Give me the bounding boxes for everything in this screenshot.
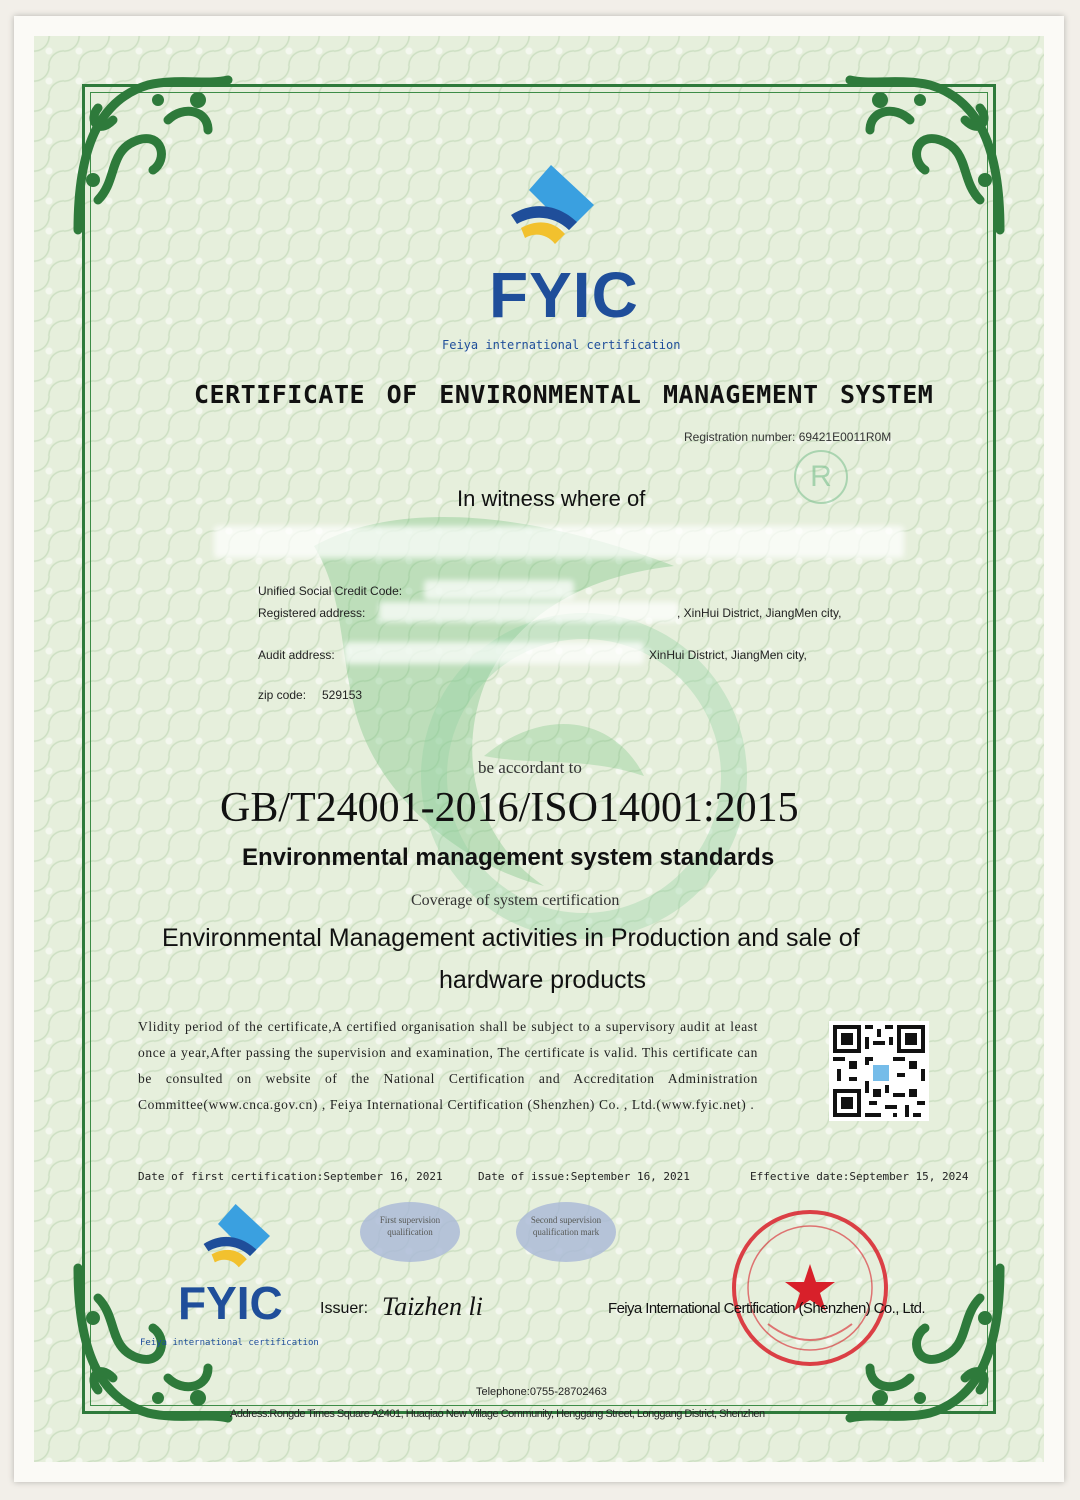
audit-address-suffix: XinHui District, JiangMen city,: [649, 648, 807, 662]
standard-name: Environmental management system standards: [242, 844, 775, 871]
first-supervision-mark: [360, 1202, 460, 1262]
corner-ornament-top-right: [830, 60, 1020, 250]
fyic-logo-mark: [499, 160, 599, 260]
validity-paragraph: Vlidity period of the certificate,A certified organisation shall be subject to a supervisory audit at least once a year,After passing the supervision and examination, The certificate is valid. This certificate can be consulted on website of the National Certification and Accreditation Administration Committee(www.cnca.gov.cn) , Feiya International Certification (Shenzhen) Co. , Ltd.(www.fyic.net) .: [138, 1019, 758, 1112]
coverage-line-1: Environmental Management activities in Production and sale of: [162, 924, 860, 952]
zip-value: 529153: [322, 688, 363, 702]
standard-code: GB/T24001-2016/ISO14001:2015: [220, 785, 799, 831]
witness-text: In witness where of: [457, 486, 646, 511]
logo-brand-small: FYIC: [178, 1277, 283, 1329]
registered-address-label: Registered address:: [258, 606, 366, 620]
second-supervision-mark: [516, 1202, 616, 1262]
effective-date: Effective date:September 15, 2024: [750, 1170, 969, 1183]
registered-address-redacted: [379, 602, 679, 622]
audit-address-redacted: [344, 642, 644, 664]
coverage-label: Coverage of system certification: [411, 892, 620, 909]
telephone: Telephone:0755-28702463: [476, 1386, 607, 1398]
qr-code-icon: [829, 1021, 929, 1121]
logo-brand: FYIC: [489, 259, 639, 331]
registered-mark-icon: [794, 450, 848, 504]
second-supervision-text: Second supervision qualification mark: [530, 1215, 602, 1237]
zip-label: zip code:: [258, 688, 307, 702]
logo-tagline-small: Feiya international certification: [140, 1338, 319, 1348]
fyic-logo-mark-small: [194, 1200, 274, 1280]
registered-mark-letter: R: [810, 460, 832, 493]
coverage-line-2: hardware products: [439, 966, 647, 994]
certificate: [34, 36, 1044, 1462]
official-stamp-icon: [728, 1206, 892, 1370]
date-first-certification: Date of first certification:September 16, 2021: [138, 1170, 443, 1183]
corner-ornament-top-left: [58, 60, 248, 250]
credit-code-redacted: [424, 580, 574, 600]
certificate-title: CERTIFICATE OF ENVIRONMENTAL MANAGEMENT SYSTEM: [194, 380, 934, 409]
registration-number: Registration number: 69421E0011R0M: [684, 430, 892, 444]
issuer-signature: Taizhen li: [382, 1292, 483, 1321]
certificate-frame: [14, 16, 1064, 1482]
address: Address:Rongde Times Square A2401, Huaqiao New Village Community, Henggang Street, Longgang District, Shenzhen: [230, 1408, 765, 1420]
audit-address-label: Audit address:: [258, 648, 335, 662]
company-name-redacted: [214, 526, 904, 558]
issuer-label: Issuer:: [320, 1300, 369, 1317]
date-of-issue: Date of issue:September 16, 2021: [478, 1170, 690, 1183]
registered-address-suffix: , XinHui District, JiangMen city,: [677, 606, 842, 620]
logo-tagline: Feiya international certification: [442, 338, 681, 352]
company-name: Feiya International Certification (Shenzhen) Co., Ltd.: [608, 1300, 925, 1317]
first-supervision-text: First supervision qualification: [379, 1215, 441, 1237]
credit-code-label: Unified Social Credit Code:: [258, 584, 403, 598]
accordant-text: be accordant to: [478, 758, 582, 777]
